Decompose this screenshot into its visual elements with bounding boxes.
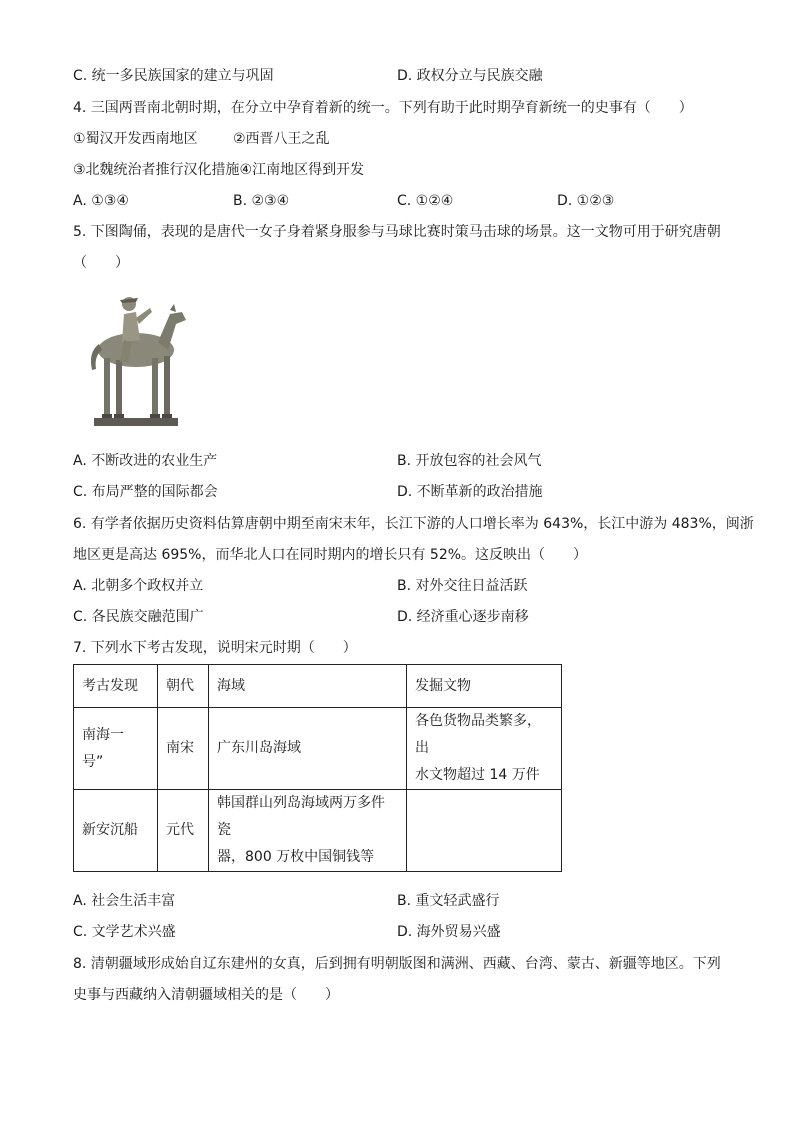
table-header-cell: 发掘文物 <box>407 665 562 708</box>
q6-option-a: A. 北朝多个政权并立 <box>73 578 204 594</box>
table-cell-sea <box>209 790 407 872</box>
table-header-cell: 朝代 <box>158 665 209 708</box>
q4-option-d: D. ①②③ <box>557 193 615 209</box>
cell-text: 各色货物品类繁多，出 <box>415 713 541 756</box>
table-cell-relics <box>407 708 562 790</box>
cell-text: 器，800 万枚中国铜钱等 <box>217 849 375 865</box>
q8-stem-line2: 史事与西藏纳入清朝疆域相关的是（ ） <box>73 987 339 1003</box>
table-cell-find <box>74 708 158 790</box>
q7-option-a: A. 社会生活丰富 <box>73 893 176 909</box>
table-cell-dynasty: 南宋 <box>158 708 209 790</box>
q5-option-b: B. 开放包容的社会风气 <box>397 453 542 469</box>
q6-option-d: D. 经济重心逐步南移 <box>397 609 529 625</box>
q7-option-c: C. 文学艺术兴盛 <box>73 924 176 940</box>
q5-option-d: D. 不断革新的政治措施 <box>397 484 543 500</box>
q4-items-3-4: ③北魏统治者推行汉化措施④江南地区得到开发 <box>73 162 365 178</box>
cell-text: 号” <box>82 753 104 770</box>
cell-text: 水文物超过 14 万件 <box>415 767 540 783</box>
q5-stem-line2: （ ） <box>73 255 129 271</box>
q4-option-b: B. ②③④ <box>233 193 290 209</box>
table-row <box>74 708 562 790</box>
table-header-cell: 海域 <box>209 665 407 708</box>
table-cell-find: 新安沉船 <box>74 790 158 872</box>
q4-item-2: ②西晋八王之乱 <box>233 131 330 147</box>
q6-option-c: C. 各民族交融范围广 <box>73 609 204 625</box>
table-cell-relics <box>407 790 562 872</box>
q4-stem: 4. 三国两晋南北朝时期，在分立中孕育着新的统一。下列有助于此时期孕育新统一的史事有（ ） <box>73 100 693 116</box>
q7-option-b: B. 重文轻武盛行 <box>397 893 500 909</box>
q5-option-c: C. 布局严整的国际都会 <box>73 484 218 500</box>
q6-option-b: B. 对外交往日益活跃 <box>397 578 528 594</box>
q5-stem-line1: 5. 下图陶俑，表现的是唐代一女子身着紧身服参与马球比赛时策马击球的场景。这一文物可用于研究唐朝 <box>73 224 721 240</box>
q5-option-a: A. 不断改进的农业生产 <box>73 453 218 469</box>
tang-pottery-figurine-image <box>84 292 188 430</box>
underwater-archaeology-table <box>73 664 562 872</box>
table-header-row <box>74 665 562 708</box>
q6-stem-line2: 地区更是高达 695%，而华北人口在同时期内的增长只有 52%。这反映出（ ） <box>73 547 588 563</box>
q4-option-a: A. ①③④ <box>73 193 129 209</box>
q7-option-d: D. 海外贸易兴盛 <box>397 924 501 940</box>
table-row <box>74 790 562 872</box>
q4-option-c: C. ①②④ <box>397 193 454 209</box>
table-cell-dynasty: 元代 <box>158 790 209 872</box>
cell-text: 韩国群山列岛海域两万多件瓷 <box>217 795 385 838</box>
q6-stem-line1: 6. 有学者依据历史资料估算唐朝中期至南宋末年，长江下游的人口增长率为 643%，长江中游为 483%，闽浙 <box>73 516 754 532</box>
cell-text: 南海一 <box>82 726 124 743</box>
q4-item-1: ①蜀汉开发西南地区 <box>73 131 198 147</box>
table-cell-sea: 广东川岛海域 <box>209 708 407 790</box>
q8-stem-line1: 8. 清朝疆域形成始自辽东建州的女真，后到拥有明朝版图和满洲、西藏、台湾、蒙古、新疆等地区。下列 <box>73 956 721 972</box>
q3-option-d: D. 政权分立与民族交融 <box>397 68 543 84</box>
q3-option-c: C. 统一多民族国家的建立与巩固 <box>73 68 274 84</box>
table-header-cell: 考古发现 <box>74 665 158 708</box>
q7-stem: 7. 下列水下考古发现，说明宋元时期（ ） <box>73 640 357 656</box>
